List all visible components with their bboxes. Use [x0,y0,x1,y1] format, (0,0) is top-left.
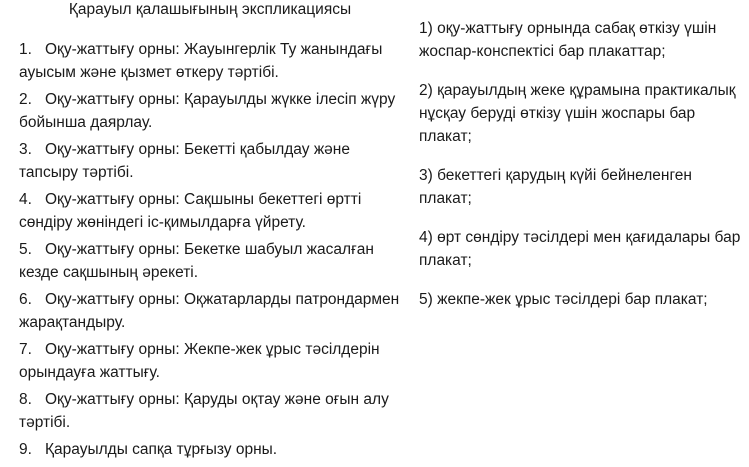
item-number: 8. [19,391,32,408]
item-text: Оқу-жаттығу орны: Қарауылды жүкке ілесіп жүру бойынша даярлау. [19,91,396,131]
item-number: 6. [19,291,32,308]
list-item [19,339,404,384]
list-item [19,239,404,284]
item-text: Қарауылды сапқа тұрғызу орны. [45,441,278,458]
list-item: 1) оқу-жаттығу орнында сабақ өткізу үшін жоспар-конспектісі бар плакаттар; [419,20,717,60]
item-text: Оқу-жаттығу орны: Жекпе-жек ұрыс тәсілдерін орындауға жаттығу. [19,341,380,381]
list-item [19,389,404,434]
item-text: Оқу-жаттығу орны: Бекетке шабуыл жасалған кезде сақшының әрекеті. [19,241,374,281]
list-item: 5) жекпе-жек ұрыс тәсілдері бар плакат; [419,291,708,308]
list-item [19,89,404,134]
list-item [19,439,404,462]
poster-list [419,17,747,327]
item-number: 9. [19,441,32,458]
item-text: Оқу-жаттығу орны: Жауынгерлік Ту жанындағы ауысым және қызмет өткеру тәртібі. [19,41,383,81]
item-text: Оқу-жаттығу орны: Сақшыны бекеттегі өртті сөндіру жөніндегі іс-қимылдарға үйрету. [19,191,362,231]
list-item: 2) қарауылдың жеке құрамына практикалық нұсқау беруді өткізу үшін жоспары бар плакат; [419,82,736,145]
item-text: Оқу-жаттығу орны: Оқжатарларды патрондармен жарақтандыру. [19,291,400,331]
list-item [19,189,404,234]
item-text: Оқу-жаттығу орны: Бекетті қабылдау және тапсыру тәртібі. [19,141,350,181]
list-item [19,39,404,84]
item-number: 2. [19,91,32,108]
item-number: 5. [19,241,32,258]
item-number: 3. [19,141,32,158]
document-title: Қарауыл қалашығының экспликациясы [68,1,352,18]
item-number: 1. [19,41,32,58]
item-number: 7. [19,341,32,358]
item-number: 4. [19,191,32,208]
explication-list [19,39,404,467]
list-item: 3) бекеттегі қарудың күйі бейнеленген плакат; [419,167,692,207]
list-item [19,289,404,334]
item-text: Оқу-жаттығу орны: Қаруды оқтау және оғын алу тәртібі. [19,391,389,431]
list-item: 4) өрт сөндіру тәсілдері мен қағидалары бар плакат; [419,229,741,269]
list-item [19,139,404,184]
